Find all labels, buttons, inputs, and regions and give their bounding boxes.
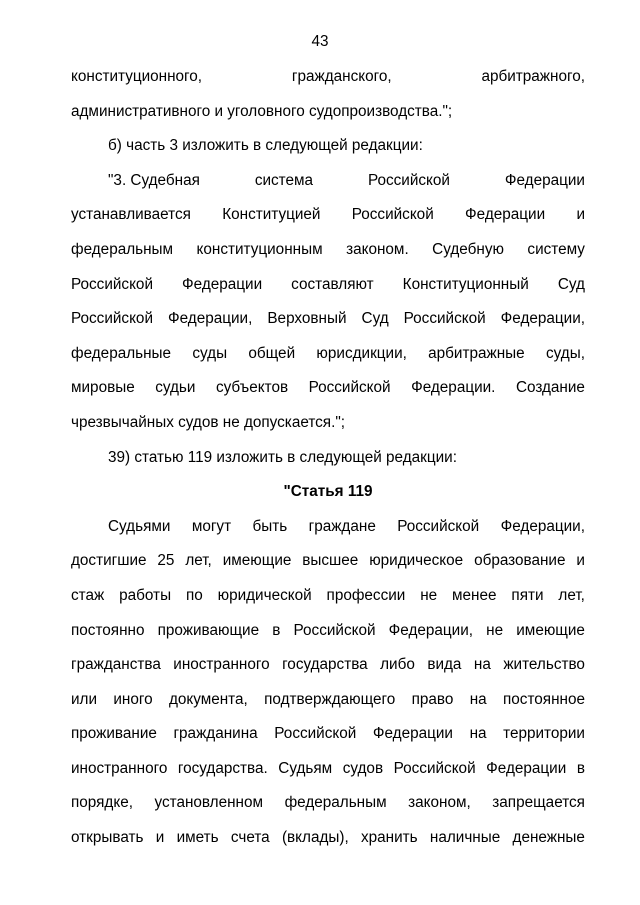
word: открывать	[71, 829, 144, 847]
word: денежные	[512, 829, 585, 847]
word: Федерации,	[168, 310, 253, 328]
word: общей	[248, 344, 296, 362]
word: Суд	[361, 310, 389, 328]
word: либо	[380, 656, 415, 674]
word: наличные	[429, 829, 501, 847]
text-line	[71, 60, 585, 95]
word: на	[473, 656, 491, 674]
word: граждане	[308, 517, 376, 535]
word: Федерации	[486, 759, 567, 777]
text-line	[71, 268, 585, 303]
word: арбитражного,	[481, 68, 585, 85]
word: Верховный	[267, 310, 347, 328]
word: суды,	[545, 344, 585, 362]
word: проживание	[71, 725, 157, 743]
text-line	[71, 821, 585, 856]
word: система	[254, 171, 314, 189]
word: гражданина	[173, 725, 258, 743]
word: Федерации	[372, 725, 453, 743]
word: Российской	[367, 171, 450, 189]
word: Федерации	[504, 171, 585, 189]
word: и	[576, 552, 585, 570]
word: постоянно	[71, 621, 145, 639]
word: судьи	[155, 379, 196, 397]
text-line: б) часть 3 изложить в следующей редакции:	[108, 137, 423, 155]
text-line	[71, 752, 585, 787]
word: пяти	[511, 586, 544, 604]
word: Федерации,	[500, 517, 585, 535]
word: не	[420, 586, 438, 604]
word: и	[155, 829, 165, 847]
text-line: чрезвычайных судов не допускается.";	[71, 413, 346, 431]
word: мировые	[71, 379, 135, 397]
word: законом.	[346, 240, 409, 258]
word: в	[576, 759, 585, 777]
word: федеральным	[71, 240, 174, 258]
word: профессии	[326, 586, 406, 604]
word: федеральным	[284, 794, 387, 812]
word: Российской	[274, 725, 357, 743]
article-heading: "Статья 119	[283, 483, 373, 501]
page-number: 43	[311, 33, 329, 50]
word: 25	[157, 552, 175, 570]
word: Российской	[308, 379, 391, 397]
word: проживающие	[157, 621, 260, 639]
word: законом,	[408, 794, 471, 812]
word: Российской	[351, 206, 434, 224]
word: на	[469, 725, 487, 743]
word: лет,	[185, 552, 212, 570]
word: лет,	[558, 586, 585, 604]
word: Федерации	[182, 275, 263, 293]
word: гражданского,	[291, 68, 392, 85]
word: Российской	[393, 759, 476, 777]
word: стаж	[71, 586, 105, 604]
word: Федерации.	[411, 379, 496, 397]
word: запрещается	[492, 794, 585, 812]
text-line	[71, 302, 585, 337]
word: территории	[503, 725, 585, 743]
word: Создание	[515, 379, 585, 397]
word: (вклады),	[281, 829, 349, 847]
word: образование	[474, 552, 566, 570]
word: порядке,	[71, 794, 133, 812]
text-line	[71, 786, 585, 821]
word: юридической	[217, 586, 312, 604]
word: быть	[252, 517, 288, 535]
word: Конституцией	[222, 206, 321, 224]
word: систему	[527, 240, 585, 258]
text-line	[71, 510, 585, 545]
word: Федерации,	[388, 621, 474, 639]
word: счета	[230, 829, 270, 847]
word: или	[71, 690, 98, 708]
word: и	[576, 206, 585, 224]
word: менее	[452, 586, 497, 604]
word: иного	[113, 690, 153, 708]
word: хранить	[361, 829, 418, 847]
text-line	[71, 579, 585, 614]
word: гражданства	[71, 656, 161, 674]
word: подтверждающего	[264, 690, 396, 708]
word: Российской	[403, 310, 486, 328]
word: иностранного	[173, 656, 270, 674]
text-line	[71, 717, 585, 752]
word: Российской	[293, 621, 376, 639]
text-line	[71, 683, 585, 718]
word: высшее	[302, 552, 359, 570]
document-body	[71, 60, 585, 856]
word: в	[272, 621, 281, 639]
word: Федерации	[465, 206, 546, 224]
word: государства	[282, 656, 368, 674]
word: Судьями	[108, 517, 171, 535]
word: на	[469, 690, 487, 708]
word: Конституционный	[402, 275, 529, 293]
word: Федерации,	[500, 310, 585, 328]
text-line	[71, 164, 585, 199]
word: по	[185, 586, 203, 604]
word: Суд	[557, 275, 585, 293]
word: судов	[342, 759, 384, 777]
word: конституционным	[196, 240, 323, 258]
word: "3. Судебная	[108, 171, 200, 189]
word: Российской	[71, 275, 153, 293]
word: имеющие	[516, 621, 585, 639]
text-line	[71, 614, 585, 649]
word: суды	[192, 344, 228, 362]
word: Судебную	[432, 240, 504, 258]
word: не	[486, 621, 504, 639]
word: достигшие	[71, 552, 147, 570]
word: Российской	[71, 310, 153, 328]
text-line	[71, 233, 585, 268]
word: конституционного,	[71, 68, 203, 85]
text-line: 39) статью 119 изложить в следующей редакции:	[108, 448, 457, 466]
word: постоянное	[503, 690, 585, 708]
word: иностранного	[71, 759, 168, 777]
word: государства.	[177, 759, 268, 777]
word: Российской	[397, 517, 480, 535]
word: могут	[191, 517, 232, 535]
word: федеральные	[71, 344, 172, 362]
text-line: административного и уголовного судопроизводства.";	[71, 102, 453, 120]
word: установленном	[154, 794, 264, 812]
word: вида	[427, 656, 462, 674]
word: документа,	[168, 690, 248, 708]
word: юрисдикции,	[316, 344, 407, 362]
text-line	[71, 337, 585, 372]
text-line	[71, 648, 585, 683]
word: устанавливается	[71, 206, 191, 224]
word: имеющие	[222, 552, 292, 570]
word: работы	[119, 586, 172, 604]
word: арбитражные	[428, 344, 525, 362]
word: право	[411, 690, 454, 708]
word: жительство	[503, 656, 585, 674]
word: иметь	[176, 829, 219, 847]
word: юридическое	[369, 552, 464, 570]
word: Судьям	[278, 759, 333, 777]
text-line	[71, 544, 585, 579]
word: субъектов	[215, 379, 289, 397]
word: составляют	[291, 275, 374, 293]
text-line	[71, 198, 585, 233]
text-line	[71, 371, 585, 406]
